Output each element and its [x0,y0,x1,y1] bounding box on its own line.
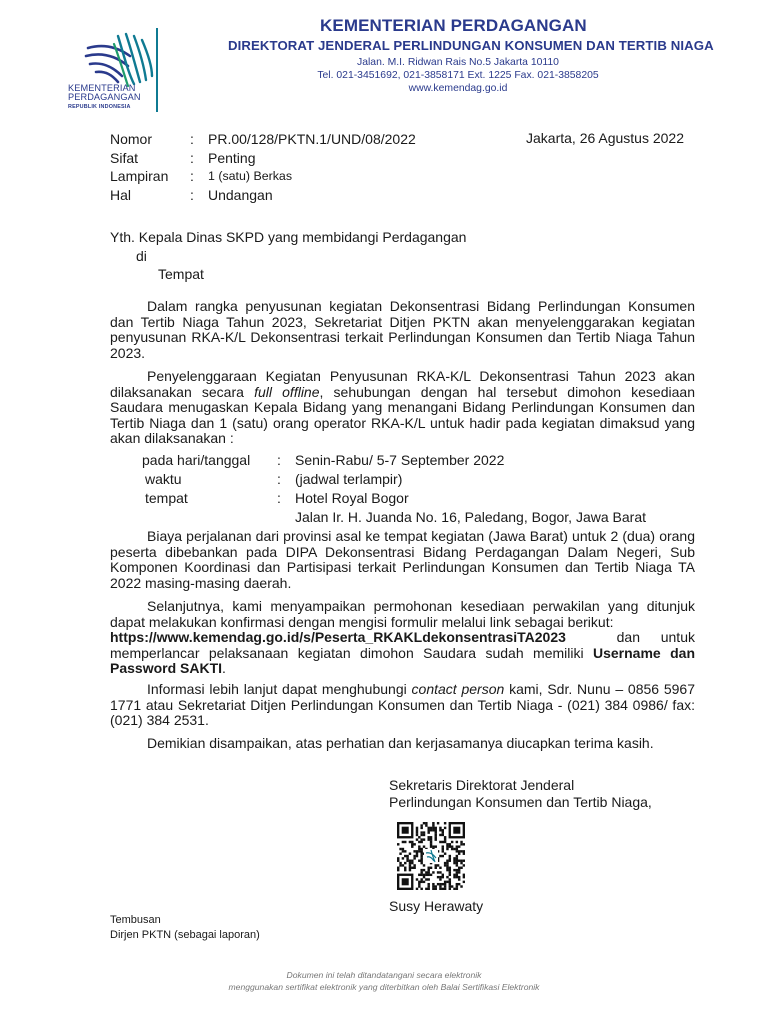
paragraph-4-untuk: untuk [660,629,695,646]
letter-header-fields [110,130,416,204]
detail-value: Jalan Ir. H. Juanda No. 16, Paledang, Bogor, Jawa Barat [295,509,646,525]
signature-block [389,777,652,810]
field-colon: : [190,131,194,147]
footer-line-1: Dokumen ini telah ditandatangani secara elektronik [286,970,482,980]
addressee-name: Yth. Kepala Dinas SKPD yang membidangi Perdagangan [110,229,467,245]
logo-line-1: KEMENTERIAN [68,83,136,93]
paragraph-2 [110,369,695,447]
paragraph-4-part-b: memperlancar pelaksanaan kegiatan dimohon Saudara sudah memiliki [110,644,593,661]
logo-line-2: PERDAGANGAN [68,92,141,103]
field-value: Undangan [208,186,273,203]
paragraph-6-text: Demikian disampaikan, atas perhatian dan kerjasamanya diucapkan terima kasih. [147,735,654,751]
event-details [142,451,646,527]
paragraph-4-text-a: Selanjutnya, kami menyampaikan permohonan kesediaan perwakilan yang ditunjuk dapat melakukan konfirmasi dengan mengisi formulir melalui link sebagai berikut: [110,598,695,630]
paragraph-5 [110,682,695,729]
signature-title-1: Sekretaris Direktorat Jenderal [389,777,575,793]
paragraph-5-emphasis: contact person [411,681,505,697]
detail-label: pada hari/tanggal [142,452,251,468]
paragraph-4-dan: dan [616,629,640,646]
logo-line-3: REPUBLIK INDONESIA [68,103,131,110]
paragraph-1 [110,299,695,361]
addressee-di: di [136,247,147,264]
paragraph-4-link-row [110,630,695,646]
letterhead-divider [156,28,158,112]
tembusan-item: Dirjen PKTN (sebagai laporan) [110,929,260,941]
detail-row-date [142,451,646,470]
paragraph-3 [110,529,695,591]
field-label: Nomor [110,131,153,147]
paragraph-3-text: Biaya perjalanan dari provinsi asal ke tempat kegiatan (Jawa Barat) untuk 2 (dua) orang peserta dibebankan pada DIPA Dekonsentrasi Bidang Perdagangan Dalam Negeri, Sub Komponen Koordinasi dan Partisipasi terkait Perlindungan Konsumen dan Tertib Niaga TA 2022 masing-masing daerah. [110,528,695,591]
addressee-place: Tempat [158,266,204,282]
paragraph-2-part-a: Penyelenggaraan Kegiatan Penyusunan RKA-K/L Dekonsentrasi Tahun 2023 akan dilaksanakan secara [110,368,695,400]
paragraph-4-text-b [110,646,695,677]
letterhead-subtitle: DIREKTORAT JENDERAL PERLINDUNGAN KONSUMEN DAN TERTIB NIAGA [228,38,714,53]
tembusan-title: Tembusan [110,914,161,926]
paragraph-5-part-b: kami, Sdr. Nunu – 0856 5967 1771 atau Sekretariat Ditjen Perlindungan Konsumen dan Tertib Niaga - (021) 384 0986/ fax: (021) 384 2531. [110,681,695,729]
paragraph-1-text: Dalam rangka penyusunan kegiatan Dekonsentrasi Bidang Perlindungan Konsumen dan Tertib Niaga Tahun 2023, Sekretariat Ditjen PKTN akan menyelenggarakan kegiatan penyusunan RKA-K/L Dekonsentrasi terkait Perlindungan Konsumen dan Tertib Niaga Tahun 2023. [110,298,695,361]
detail-label: waktu [145,471,182,487]
detail-row-time [142,470,646,489]
field-label: Lampiran [110,168,169,184]
paragraph-6 [110,736,695,752]
tembusan-block [110,913,260,943]
addressee [110,228,466,284]
signer-name: Susy Herawaty [389,898,484,914]
field-label: Hal [110,186,132,203]
paragraph-2-emphasis: full offline [254,383,320,400]
field-row-sifat [110,149,416,168]
qr-code-icon [397,822,465,890]
e-signature-footer [0,970,768,993]
paragraph-5-text [110,682,695,729]
letterhead-title: KEMENTERIAN PERDAGANGAN [320,16,587,35]
field-value: 1 (satu) Berkas [208,169,293,183]
paragraph-2-text [110,369,695,447]
registration-link[interactable]: https://www.kemendag.go.id/s/Peserta_RKAKLdekonsentrasiTA2023 [110,629,566,646]
field-colon: : [190,149,194,166]
letter-date: Jakarta, 26 Agustus 2022 [526,130,684,146]
paragraph-4 [110,599,695,677]
field-value: Penting [208,149,256,166]
logo-wordmark [68,84,160,112]
detail-value: Senin-Rabu/ 5-7 September 2022 [295,452,505,468]
detail-colon: : [277,490,281,506]
detail-value: Hotel Royal Bogor [295,490,409,506]
detail-label: tempat [145,490,188,506]
detail-label [142,508,277,527]
paragraph-2-part-b: , sehubungan dengan hal tersebut dimohon kesediaan Saudara menugaskan Kepala Bidang yang menangani Bidang Perlindungan Konsumen dan Tertib Niaga dan 1 (satu) orang operator RKA-K/L untuk hadir pada kegiatan dimaksud yang akan dilaksanakan : [110,383,695,447]
detail-colon: : [277,452,281,468]
letterhead-contact [228,56,688,95]
paragraph-4-end: . [222,660,226,677]
field-label: Sifat [110,149,139,166]
field-row-lampiran [110,167,416,186]
letterhead-website: www.kemendag.go.id [408,83,508,94]
letterhead-phone: Tel. 021-3451692, 021-3858171 Ext. 1225 Fax. 021-3858205 [317,70,599,81]
detail-row-place [142,489,646,508]
field-colon: : [190,168,194,184]
footer-line-2: menggunakan sertifikat elektronik yang diterbitkan oleh Balai Sertifikasi Elektronik [228,981,540,992]
detail-colon: : [277,471,281,487]
paragraph-4-bold: Username dan Password SAKTI [110,644,695,677]
field-row-nomor [110,130,416,149]
field-row-hal [110,186,416,205]
letterhead-address: Jalan. M.I. Ridwan Rais No.5 Jakarta 10110 [357,57,559,68]
field-value: PR.00/128/PKTN.1/UND/08/2022 [208,131,416,147]
paragraph-5-part-a: Informasi lebih lanjut dapat menghubungi [147,681,412,697]
detail-row-address [142,508,646,527]
detail-value: (jadwal terlampir) [295,471,403,487]
signature-title-2: Perlindungan Konsumen dan Tertib Niaga, [389,793,652,810]
field-colon: : [190,186,194,203]
